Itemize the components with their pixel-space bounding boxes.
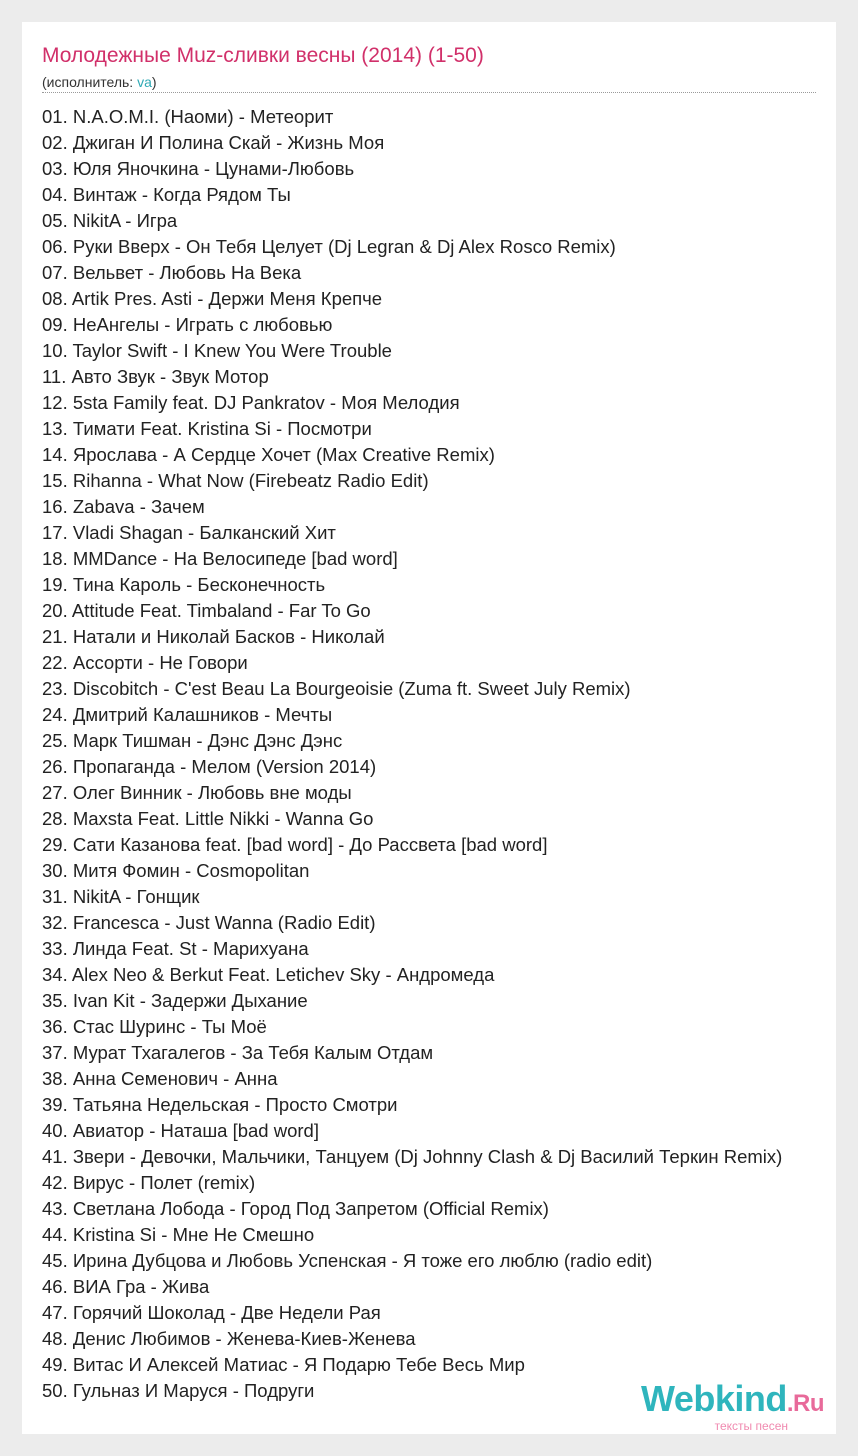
track-item[interactable]: 43. Светлана Лобода - Город Под Запретом (Official Remix) (42, 1198, 549, 1219)
track-item[interactable]: 19. Тина Кароль - Бесконечность (42, 574, 326, 595)
page-title: Молодежные Muz-сливки весны (2014) (1-50) (42, 44, 484, 67)
artist-prefix: (исполнитель: (42, 74, 138, 90)
track-item[interactable]: 16. Zabava - Зачем (42, 496, 205, 517)
logo-tagline: тексты песен (714, 1419, 788, 1433)
logo-name: Webkind (640, 1378, 787, 1419)
track-item[interactable]: 48. Денис Любимов - Женева-Киев-Женева (42, 1328, 416, 1349)
title-divider (42, 92, 816, 93)
track-item[interactable]: 38. Анна Семенович - Анна (42, 1068, 278, 1089)
track-item[interactable]: 07. Вельвет - Любовь На Века (42, 262, 302, 283)
track-item[interactable]: 27. Олег Винник - Любовь вне моды (42, 782, 352, 803)
track-item[interactable]: 35. Ivan Kit - Задержи Дыхание (42, 990, 308, 1011)
track-item[interactable]: 29. Сати Казанова feat. [bad word] - До Рассвета [bad word] (42, 834, 548, 855)
page-container (22, 22, 836, 1434)
track-item[interactable]: 10. Taylor Swift - I Knew You Were Trouble (42, 340, 392, 361)
track-item[interactable]: 02. Джиган И Полина Скай - Жизнь Моя (42, 132, 385, 153)
track-item[interactable]: 15. Rihanna - What Now (Firebeatz Radio Edit) (42, 470, 429, 491)
track-item[interactable]: 40. Авиатор - Наташа [bad word] (42, 1120, 319, 1141)
track-item[interactable]: 39. Татьяна Недельская - Просто Смотри (42, 1094, 398, 1115)
track-item[interactable]: 49. Витас И Алексей Матиас - Я Подарю Тебе Весь Мир (42, 1354, 525, 1375)
track-item[interactable]: 50. Гульназ И Маруся - Подруги (42, 1380, 315, 1401)
track-item[interactable]: 26. Пропаганда - Мелом (Version 2014) (42, 756, 377, 777)
track-item[interactable]: 24. Дмитрий Калашников - Мечты (42, 704, 333, 725)
track-item[interactable]: 23. Discobitch - C'est Beau La Bourgeoisie (Zuma ft. Sweet July Remix) (42, 678, 631, 699)
track-item[interactable]: 12. 5sta Family feat. DJ Pankratov - Моя Мелодия (42, 392, 460, 413)
track-item[interactable]: 47. Горячий Шоколад - Две Недели Рая (42, 1302, 381, 1323)
track-item[interactable]: 32. Francesca - Just Wanna (Radio Edit) (42, 912, 376, 933)
track-item[interactable]: 05. NikitA - Игра (42, 210, 178, 231)
track-item[interactable]: 21. Натали и Николай Басков - Николай (42, 626, 385, 647)
logo-wordmark (640, 1378, 824, 1422)
track-item[interactable]: 01. N.A.O.M.I. (Наоми) - Метеорит (42, 106, 334, 127)
track-item[interactable]: 41. Звери - Девочки, Мальчики, Танцуем (Dj Johnny Clash & Dj Василий Теркин Remix) (42, 1146, 783, 1167)
track-item[interactable]: 11. Авто Звук - Звук Мотор (42, 366, 269, 387)
track-item[interactable]: 14. Ярослава - А Сердце Хочет (Max Creative Remix) (42, 444, 495, 465)
track-item[interactable]: 04. Винтаж - Когда Рядом Ты (42, 184, 291, 205)
track-item[interactable]: 18. MMDance - На Велосипеде [bad word] (42, 548, 398, 569)
track-item[interactable]: 42. Вирус - Полет (remix) (42, 1172, 256, 1193)
track-item[interactable]: 03. Юля Яночкина - Цунами-Любовь (42, 158, 355, 179)
track-item[interactable]: 45. Ирина Дубцова и Любовь Успенская - Я тоже его люблю (radio edit) (42, 1250, 653, 1271)
track-item[interactable]: 44. Kristina Si - Мне Не Смешно (42, 1224, 315, 1245)
artist-link[interactable]: va (137, 74, 152, 90)
track-item[interactable]: 08. Artik Pres. Asti - Держи Меня Крепче (42, 288, 383, 309)
track-item[interactable]: 13. Тимати Feat. Kristina Si - Посмотри (42, 418, 372, 439)
logo-tld: .Ru (786, 1390, 824, 1417)
track-list (42, 104, 782, 1404)
track-item[interactable]: 37. Мурат Тхагалегов - За Тебя Калым Отдам (42, 1042, 434, 1063)
track-item[interactable]: 31. NikitA - Гонщик (42, 886, 200, 907)
track-item[interactable]: 34. Alex Neo & Berkut Feat. Letichev Sky - Андромеда (42, 964, 495, 985)
track-item[interactable]: 36. Стас Шуринс - Ты Моё (42, 1016, 267, 1037)
track-item[interactable]: 33. Линда Feat. St - Марихуана (42, 938, 309, 959)
artist-line (42, 72, 157, 92)
track-item[interactable]: 09. НеАнгелы - Играть с любовью (42, 314, 333, 335)
track-item[interactable]: 30. Митя Фомин - Cosmopolitan (42, 860, 310, 881)
artist-suffix: ) (151, 74, 157, 90)
track-item[interactable]: 22. Ассорти - Не Говори (42, 652, 248, 673)
track-item[interactable]: 17. Vladi Shagan - Балканский Хит (42, 522, 336, 543)
site-logo[interactable] (640, 1378, 824, 1433)
track-item[interactable]: 20. Attitude Feat. Timbaland - Far To Go (42, 600, 371, 621)
track-item[interactable]: 25. Марк Тишман - Дэнс Дэнс Дэнс (42, 730, 343, 751)
track-item[interactable]: 28. Maxsta Feat. Little Nikki - Wanna Go (42, 808, 374, 829)
track-item[interactable]: 06. Руки Вверх - Он Тебя Целует (Dj Legran & Dj Alex Rosco Remix) (42, 236, 616, 257)
track-item[interactable]: 46. ВИА Гра - Жива (42, 1276, 210, 1297)
